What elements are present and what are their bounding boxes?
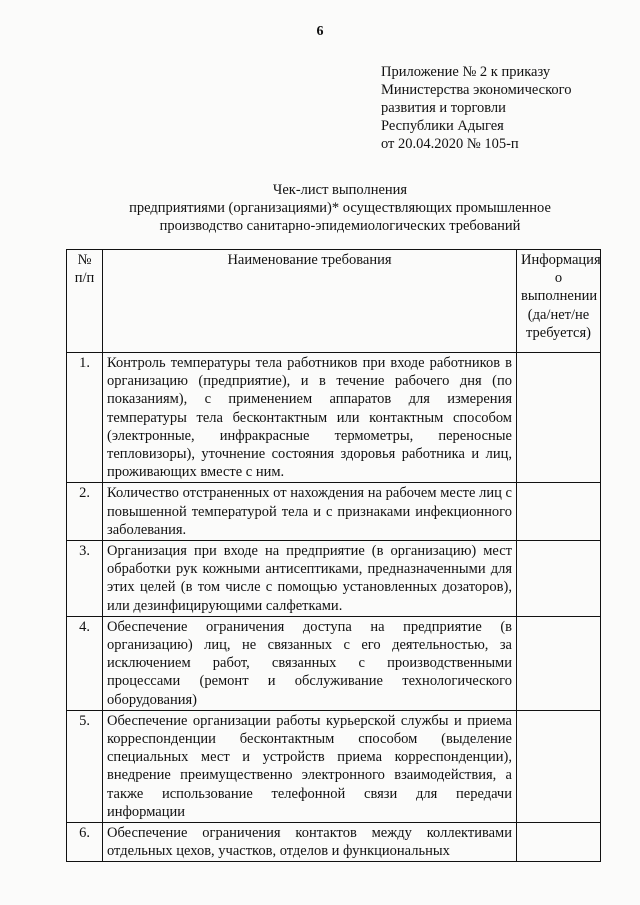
row-number: 2. — [67, 483, 103, 541]
table-header-row — [67, 250, 601, 353]
row-info-cell[interactable] — [517, 823, 601, 862]
row-number: 4. — [67, 616, 103, 710]
table-row — [67, 483, 601, 541]
title-line: производство санитарно-эпидемиологических требований — [159, 218, 521, 234]
table-row — [67, 616, 601, 710]
table-row — [67, 823, 601, 862]
row-requirement: Обеспечение ограничения доступа на предприятие (в организацию) лиц, не связанных с его деятельностью, за исключением работ, связанных с производственными процессами (ремонт и обслуживание технологического оборудования) — [103, 616, 517, 710]
appendix-line: Министерства экономического — [381, 82, 572, 98]
row-info-cell[interactable] — [517, 710, 601, 822]
document-title — [60, 181, 620, 235]
title-line: Чек-лист выполнения — [272, 182, 408, 198]
row-number: 1. — [67, 353, 103, 483]
row-info-cell[interactable] — [517, 616, 601, 710]
row-requirement: Организация при входе на предприятие (в организацию) мест обработки рук кожными антисептиками, предназначенными для этих целей (в том числе с помощью установленных дозаторов), или дезинфицирующими салфетками. — [103, 541, 517, 617]
row-requirement: Контроль температуры тела работников при входе работников в организацию (предприятие), и в течение рабочего дня (по показаниям), с применением аппаратов для измерения температуры тела бесконтактным или контактным способом (электронные, инфракрасные термометры, переносные тепловизоры), уточнение состояния здоровья работника и лиц, проживающих вместе с ним. — [103, 353, 517, 483]
checklist-table — [66, 249, 601, 862]
appendix-line: от 20.04.2020 № 105-п — [381, 136, 519, 152]
header-number: № п/п — [67, 250, 103, 353]
table-row — [67, 541, 601, 617]
row-info-cell[interactable] — [517, 483, 601, 541]
row-requirement: Обеспечение ограничения контактов между коллективами отдельных цехов, участков, отделов и функциональных — [103, 823, 517, 862]
appendix-line: Приложение № 2 к приказу — [381, 64, 551, 80]
header-requirement: Наименование требования — [103, 250, 517, 353]
row-number: 3. — [67, 541, 103, 617]
table-row — [67, 353, 601, 483]
page-number: 6 — [316, 24, 324, 39]
appendix-line: развития и торговли — [381, 100, 506, 116]
row-info-cell[interactable] — [517, 353, 601, 483]
row-info-cell[interactable] — [517, 541, 601, 617]
table-row — [67, 710, 601, 822]
row-number: 6. — [67, 823, 103, 862]
appendix-header — [381, 63, 631, 153]
row-number: 5. — [67, 710, 103, 822]
row-requirement: Количество отстраненных от нахождения на рабочем месте лиц с повышенной температурой тела и с признаками инфекционного заболевания. — [103, 483, 517, 541]
row-requirement: Обеспечение организации работы курьерской службы и приема корреспонденции бесконтактным способом (выделение специальных мест и устройств приема корреспонденции), внедрение преимущественно электронного взаимодействия, а также использование телефонной связи для передачи информации — [103, 710, 517, 822]
title-line: предприятиями (организациями)* осуществляющих промышленное — [129, 200, 551, 216]
appendix-line: Республики Адыгея — [381, 118, 504, 134]
header-info: Информация о выполнении (да/нет/не требуется) — [517, 250, 601, 353]
